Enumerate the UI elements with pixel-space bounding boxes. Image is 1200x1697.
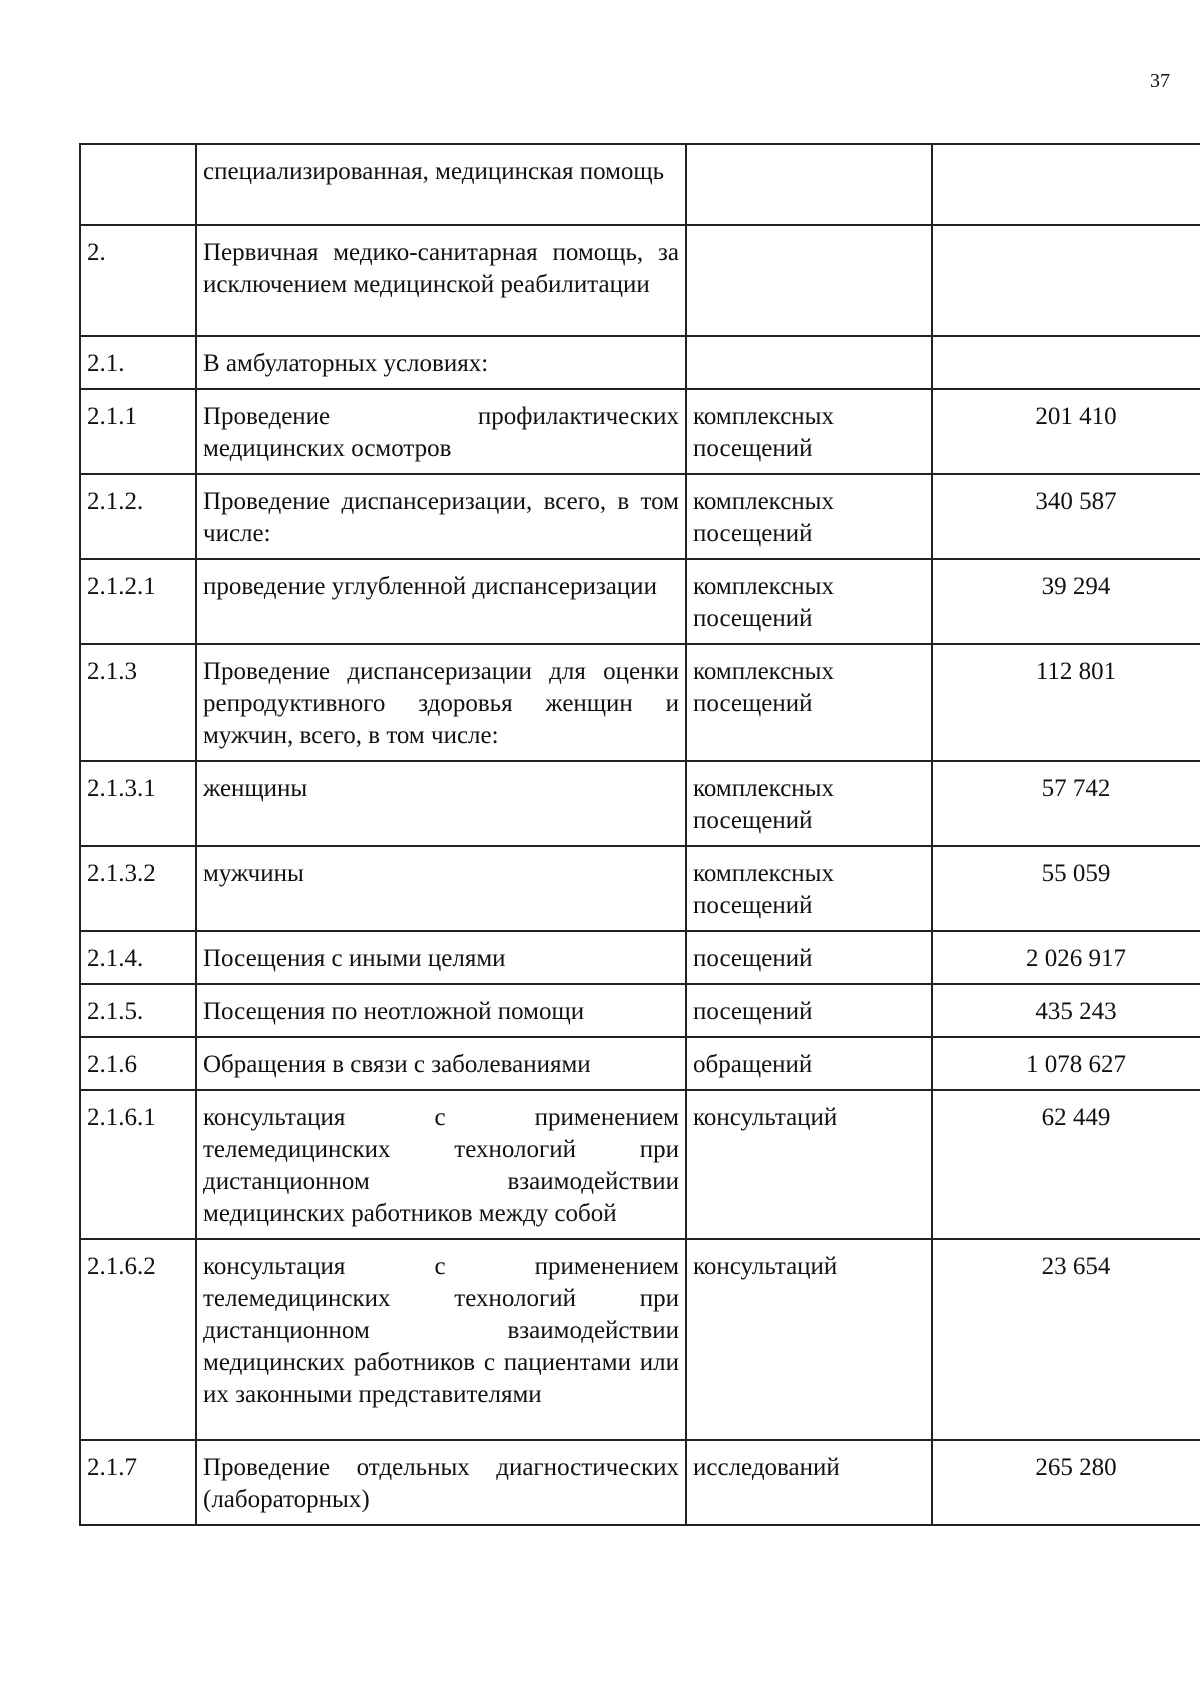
row-name-cell: В амбулаторных условиях: — [196, 336, 686, 389]
table-row — [80, 144, 1200, 225]
table-row — [80, 1037, 1200, 1090]
row-name-cell: Посещения по неотложной помощи — [196, 984, 686, 1037]
row-value-cell — [932, 336, 1200, 389]
row-number-cell: 2.1.3.1 — [80, 761, 196, 846]
row-name-cell: специализированная, медицинская помощь — [196, 144, 686, 225]
row-unit-cell — [686, 225, 932, 336]
row-unit-cell: консультаций — [686, 1090, 932, 1239]
row-unit-cell: комплексных посещений — [686, 846, 932, 931]
row-name-cell: Первичная медико-санитарная помощь, за исключением медицинской реабилитации — [196, 225, 686, 336]
row-number-cell: 2.1.2.1 — [80, 559, 196, 644]
row-number-cell: 2.1.1 — [80, 389, 196, 474]
row-unit-cell: исследований — [686, 1440, 932, 1525]
row-name-cell: Обращения в связи с заболеваниями — [196, 1037, 686, 1090]
row-value-cell: 23 654 — [932, 1239, 1200, 1440]
table-row — [80, 389, 1200, 474]
row-unit-cell: обращений — [686, 1037, 932, 1090]
row-unit-cell: консультаций — [686, 1239, 932, 1440]
table-row — [80, 644, 1200, 761]
row-value-cell: 1 078 627 — [932, 1037, 1200, 1090]
row-name-cell: женщины — [196, 761, 686, 846]
row-value-cell: 55 059 — [932, 846, 1200, 931]
page-number: 37 — [1150, 70, 1170, 92]
row-number-cell: 2.1.4. — [80, 931, 196, 984]
row-name-cell: Проведение диспансеризации, всего, в том числе: — [196, 474, 686, 559]
row-number-cell: 2.1.2. — [80, 474, 196, 559]
row-number-cell: 2.1.6.2 — [80, 1239, 196, 1440]
table-row — [80, 1440, 1200, 1525]
table-row — [80, 559, 1200, 644]
row-number-cell: 2. — [80, 225, 196, 336]
row-number-cell: 2.1.6 — [80, 1037, 196, 1090]
services-volume-table — [79, 143, 1200, 1526]
row-name-cell: Проведение отдельных диагностических (лабораторных) — [196, 1440, 686, 1525]
row-number-cell: 2.1.5. — [80, 984, 196, 1037]
row-name-cell: консультация с применением телемедицинских технологий при дистанционном взаимодействии медицинских работников между собой — [196, 1090, 686, 1239]
row-number-cell: 2.1.3.2 — [80, 846, 196, 931]
table-row — [80, 336, 1200, 389]
table-row — [80, 761, 1200, 846]
row-value-cell — [932, 225, 1200, 336]
table-row — [80, 225, 1200, 336]
row-name-cell: консультация с применением телемедицинских технологий при дистанционном взаимодействии медицинских работников с пациентами или их законными представителями — [196, 1239, 686, 1440]
table-row — [80, 474, 1200, 559]
table-row — [80, 931, 1200, 984]
table-row — [80, 846, 1200, 931]
row-value-cell: 340 587 — [932, 474, 1200, 559]
row-value-cell: 57 742 — [932, 761, 1200, 846]
row-name-cell: Проведение профилактических медицинских осмотров — [196, 389, 686, 474]
row-name-cell: Посещения с иными целями — [196, 931, 686, 984]
row-unit-cell: посещений — [686, 931, 932, 984]
row-unit-cell: посещений — [686, 984, 932, 1037]
row-unit-cell: комплексных посещений — [686, 474, 932, 559]
row-name-cell: мужчины — [196, 846, 686, 931]
row-unit-cell — [686, 336, 932, 389]
row-unit-cell: комплексных посещений — [686, 644, 932, 761]
row-unit-cell: комплексных посещений — [686, 761, 932, 846]
row-value-cell: 39 294 — [932, 559, 1200, 644]
table-row — [80, 984, 1200, 1037]
row-number-cell — [80, 144, 196, 225]
row-value-cell — [932, 144, 1200, 225]
table-row — [80, 1239, 1200, 1440]
row-name-cell: Проведение диспансеризации для оценки репродуктивного здоровья женщин и мужчин, всего, в том числе: — [196, 644, 686, 761]
row-number-cell: 2.1.6.1 — [80, 1090, 196, 1239]
row-value-cell: 2 026 917 — [932, 931, 1200, 984]
table-row — [80, 1090, 1200, 1239]
row-value-cell: 112 801 — [932, 644, 1200, 761]
row-number-cell: 2.1.7 — [80, 1440, 196, 1525]
row-value-cell: 62 449 — [932, 1090, 1200, 1239]
row-value-cell: 435 243 — [932, 984, 1200, 1037]
row-name-cell: проведение углубленной диспансеризации — [196, 559, 686, 644]
row-number-cell: 2.1.3 — [80, 644, 196, 761]
row-number-cell: 2.1. — [80, 336, 196, 389]
row-unit-cell: комплексных посещений — [686, 559, 932, 644]
row-unit-cell: комплексных посещений — [686, 389, 932, 474]
row-value-cell: 265 280 — [932, 1440, 1200, 1525]
row-unit-cell — [686, 144, 932, 225]
row-value-cell: 201 410 — [932, 389, 1200, 474]
